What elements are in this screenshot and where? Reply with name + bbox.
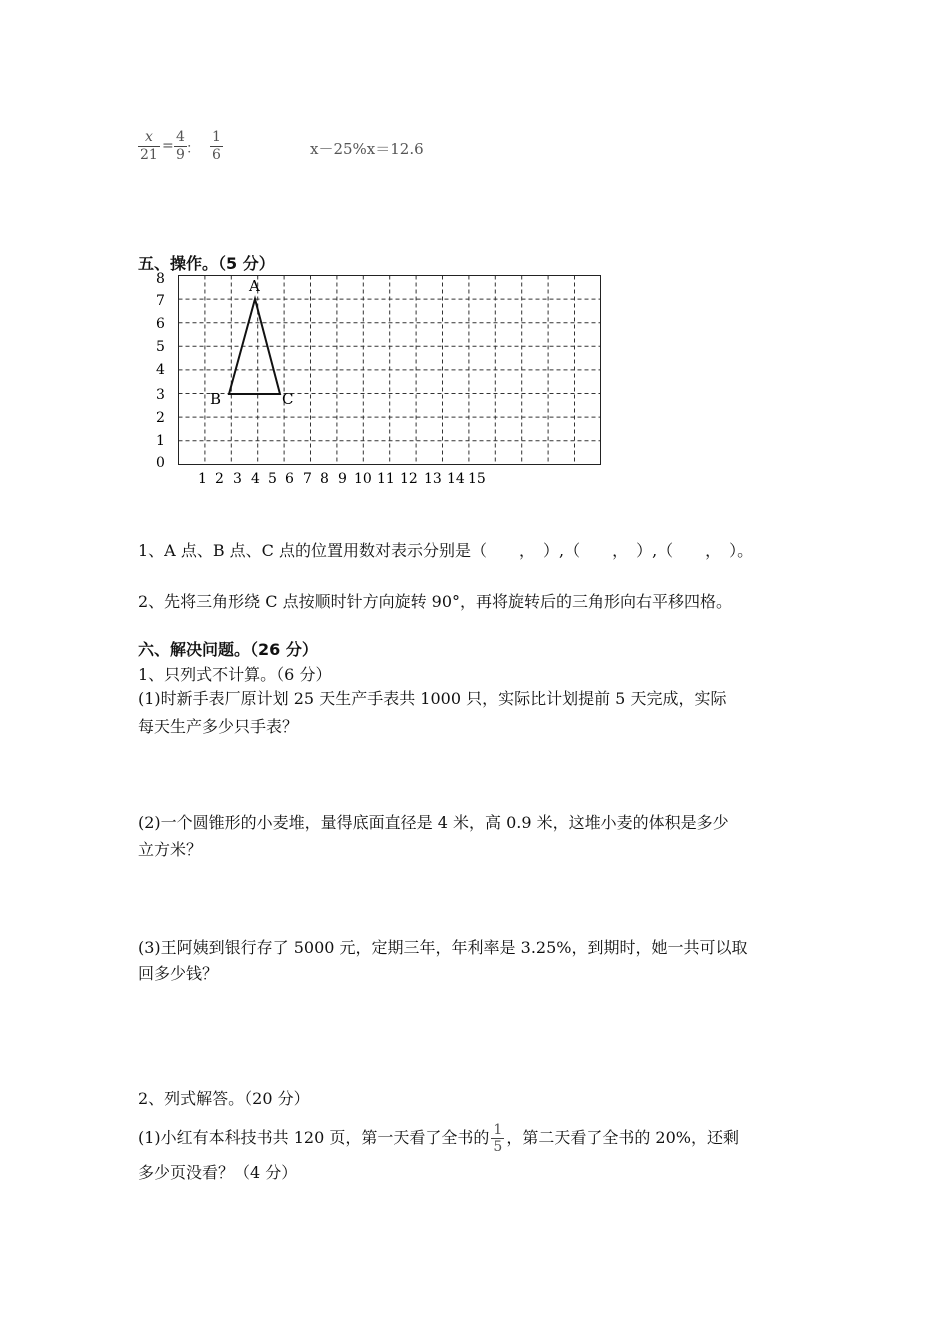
part-1-title: 1、只列式不计算。（6 分） <box>138 665 332 684</box>
section-5-question-1: 1、A 点、B 点、C 点的位置用数对表示分别是（ ， ）,（ ， ）,（ ， ）。 <box>138 541 754 560</box>
x-axis-tick-label: 15 <box>468 471 486 487</box>
problem-2-line-2: 立方米？ <box>138 840 203 859</box>
y-axis-tick-label: 4 <box>156 362 165 378</box>
x-axis-tick-label: 12 <box>400 471 418 487</box>
fraction-denominator: 6 <box>212 147 221 163</box>
point-label-a: A <box>249 277 260 295</box>
y-axis-tick-label: 5 <box>156 339 165 355</box>
fraction-4-over-9 <box>174 129 187 164</box>
x-axis-tick-label: 13 <box>424 471 442 487</box>
fraction-numerator: x <box>144 129 153 145</box>
y-axis-tick-label: 3 <box>156 387 165 403</box>
problem-1-line-2: 每天生产多少只手表？ <box>138 717 299 736</box>
grid-lines <box>179 276 601 465</box>
problem-3-line-2: 回多少钱？ <box>138 964 219 983</box>
fraction-x-over-21 <box>138 129 160 164</box>
coordinate-grid <box>140 268 620 490</box>
problem-3-line-1: (3)王阿姨到银行存了 5000 元，定期三年，年利率是 3.25%，到期时，她一共可以取 <box>138 938 748 957</box>
y-axis-tick-label: 6 <box>156 316 165 332</box>
section-5-heading: 五、操作。（5 分） <box>138 254 275 273</box>
x-axis-labels <box>198 471 486 487</box>
x-axis-tick-label: 7 <box>303 471 312 487</box>
ratio-colon: ： <box>186 141 200 157</box>
x-axis-tick-label: 6 <box>285 471 294 487</box>
part-2-title: 2、列式解答。（20 分） <box>138 1089 310 1108</box>
x-axis-tick-label: 2 <box>215 471 224 487</box>
y-axis-tick-label: 8 <box>156 271 165 287</box>
x-axis-tick-label: 5 <box>268 471 277 487</box>
y-axis-tick-label: 7 <box>156 293 165 309</box>
problem-4-text-before: (1)小红有本科技书共 120 页，第一天看了全书的 <box>138 1128 490 1147</box>
problem-4-line-1 <box>138 1122 739 1155</box>
fraction-denominator: 21 <box>140 147 158 163</box>
x-axis-tick-label: 9 <box>338 471 347 487</box>
point-label-b: B <box>210 390 222 408</box>
equals-sign: = <box>162 138 174 154</box>
fraction-numerator: 4 <box>176 129 185 145</box>
fraction-numerator: 1 <box>493 1122 503 1138</box>
problem-4-text-after: ，第二天看了全书的 20%，还剩 <box>506 1128 739 1147</box>
section-5-question-2: 2、先将三角形绕 C 点按顺时针方向旋转 90°，再将旋转后的三角形向右平移四格。 <box>138 592 733 611</box>
problem-4-fraction <box>491 1122 504 1155</box>
equation-2: x－25%x＝12.6 <box>310 140 424 158</box>
x-axis-tick-label: 10 <box>354 471 372 487</box>
y-axis-tick-label: 0 <box>156 455 165 471</box>
fraction-1-over-6 <box>210 129 223 164</box>
problem-1-line-1: (1)时新手表厂原计划 25 天生产手表共 1000 只，实际比计划提前 5 天完成，实际 <box>138 689 727 708</box>
point-label-c: C <box>282 390 294 408</box>
x-axis-tick-label: 11 <box>377 471 395 487</box>
section-6-heading: 六、解决问题。（26 分） <box>138 640 318 659</box>
fraction-denominator: 9 <box>176 147 185 163</box>
x-axis-tick-label: 3 <box>233 471 242 487</box>
problem-2-line-1: (2)一个圆锥形的小麦堆，量得底面直径是 4 米，高 0.9 米，这堆小麦的体积是多少 <box>138 813 729 832</box>
grid-svg <box>140 268 620 490</box>
y-axis-tick-label: 1 <box>156 433 165 449</box>
x-axis-tick-label: 1 <box>198 471 207 487</box>
x-axis-tick-label: 14 <box>447 471 465 487</box>
problem-4-line-2: 多少页没看？（4 分） <box>138 1163 298 1182</box>
fraction-denominator: 5 <box>493 1139 503 1155</box>
x-axis-tick-label: 8 <box>320 471 329 487</box>
x-axis-tick-label: 4 <box>251 471 260 487</box>
y-axis-tick-label: 2 <box>156 410 165 426</box>
y-axis-labels <box>156 271 165 471</box>
fraction-numerator: 1 <box>212 129 221 145</box>
